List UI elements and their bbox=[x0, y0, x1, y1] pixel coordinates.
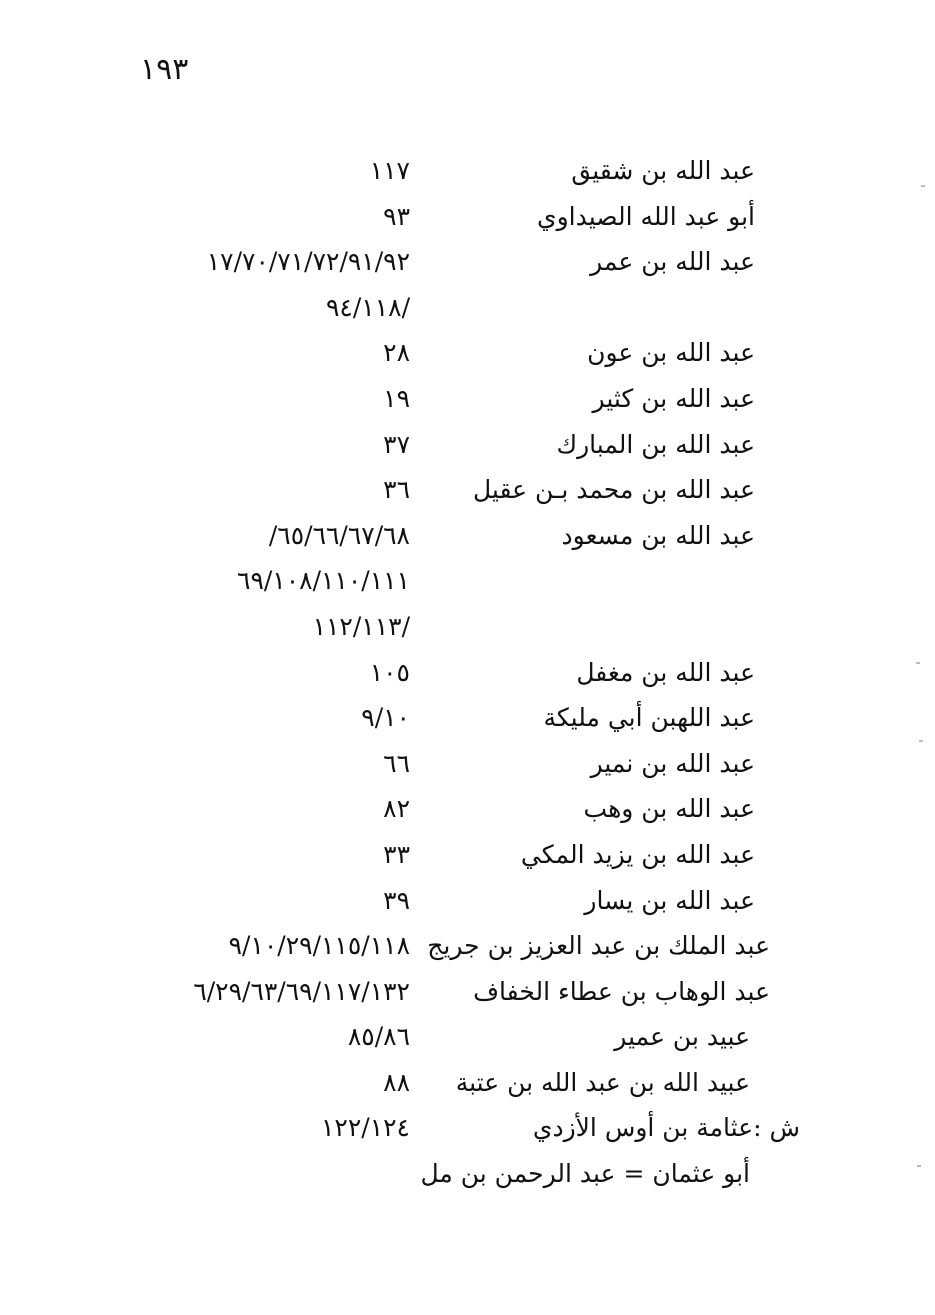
scan-speck bbox=[917, 1165, 921, 1167]
index-entry bbox=[0, 1109, 935, 1155]
index-entry-continuation bbox=[0, 289, 935, 335]
entry-name: عبيد الله بن عبد الله بن عتبة bbox=[455, 1067, 750, 1097]
entry-page-refs: ٦٩/١٠٨/١١٠/١١١ bbox=[237, 566, 410, 596]
index-entry bbox=[0, 517, 935, 563]
page-number: ١٩٣ bbox=[140, 52, 189, 87]
entry-name: عبد الله بن مغفل bbox=[576, 657, 755, 687]
entry-page-refs: ٩٣ bbox=[383, 201, 410, 231]
index-entry bbox=[0, 836, 935, 882]
entry-name: عبد الله بن نمير bbox=[590, 748, 755, 778]
entry-page-refs: ٣٦ bbox=[383, 475, 410, 505]
entry-page-refs: ٣٧ bbox=[383, 429, 410, 459]
entry-page-refs: /١١٢/١١٣ bbox=[312, 611, 410, 641]
index-entry bbox=[0, 471, 935, 517]
entry-name: أبو عثمان = عبد الرحمن بن مل bbox=[420, 1159, 750, 1189]
entry-name: أبو عبد الله الصيداوي bbox=[537, 201, 755, 231]
name-index-list bbox=[0, 152, 935, 1201]
entry-page-refs: ٢٨ bbox=[383, 338, 410, 368]
index-entry bbox=[0, 654, 935, 700]
index-entry bbox=[0, 1018, 935, 1064]
entry-page-refs: ٨٢ bbox=[383, 794, 410, 824]
entry-name: عبد الله بن عون bbox=[587, 338, 755, 368]
index-entry bbox=[0, 699, 935, 745]
scan-speck bbox=[919, 740, 923, 742]
index-entry bbox=[0, 152, 935, 198]
entry-name: عبد الله بن وهب bbox=[583, 794, 755, 824]
entry-page-refs: ١١٧ bbox=[369, 156, 410, 185]
entry-name: عبد اللهبن أبي مليكة bbox=[543, 703, 755, 733]
index-entry bbox=[0, 426, 935, 472]
entry-page-refs: /٩٤/١١٨ bbox=[326, 292, 410, 322]
entry-page-refs: ٩/١٠/٢٩/١١٥/١١٨ bbox=[228, 931, 410, 961]
scan-speck bbox=[916, 662, 920, 664]
entry-name: عبد الله بن محمد بـن عقيل bbox=[472, 475, 755, 505]
index-entry bbox=[0, 745, 935, 791]
index-entry bbox=[0, 334, 935, 380]
entry-name: عبد الملك بن عبد العزيز بن جريج bbox=[427, 931, 770, 961]
entry-page-refs: ١٠٥ bbox=[369, 657, 410, 687]
index-entry bbox=[0, 927, 935, 973]
entry-page-refs: ١٧/٧٠/٧١/٧٢/٩١/٩٢ bbox=[206, 247, 410, 277]
entry-name: عبد الله بن شقيق bbox=[571, 156, 755, 185]
entry-page-refs: ١٢٢/١٢٤ bbox=[321, 1113, 410, 1143]
entry-name: ش :عثامة بن أوس الأزدي bbox=[532, 1113, 800, 1143]
entry-name: عبد الله بن يزيد المكي bbox=[520, 839, 755, 869]
entry-page-refs: ٣٣ bbox=[383, 839, 410, 869]
entry-page-refs: ٣٩ bbox=[383, 885, 410, 915]
index-entry bbox=[0, 198, 935, 244]
entry-name: عبد الله بن عمر bbox=[590, 247, 755, 277]
entry-page-refs: ٨٨ bbox=[383, 1067, 410, 1097]
entry-name: عبيد بن عمير bbox=[614, 1022, 750, 1052]
entry-name: عبد الله بن كثير bbox=[592, 383, 755, 413]
index-entry bbox=[0, 973, 935, 1019]
entry-page-refs: ٨٥/٨٦ bbox=[347, 1022, 410, 1052]
index-entry bbox=[0, 790, 935, 836]
entry-page-refs: ٦٦ bbox=[383, 748, 410, 778]
entry-name: عبد الله بن مسعود bbox=[561, 520, 755, 550]
scan-speck bbox=[921, 185, 925, 187]
entry-page-refs: ١٩ bbox=[383, 383, 410, 413]
entry-page-refs: ٦٥/٦٦/٦٧/٦٨/ bbox=[268, 520, 410, 550]
index-entry bbox=[0, 1064, 935, 1110]
index-entry bbox=[0, 1155, 935, 1201]
index-entry-continuation bbox=[0, 562, 935, 608]
entry-page-refs: ٦/٢٩/٦٣/٦٩/١١٧/١٣٢ bbox=[193, 976, 410, 1006]
entry-name: عبد الله بن يسار bbox=[584, 885, 755, 915]
entry-name: عبد الوهاب بن عطاء الخفاف bbox=[473, 976, 770, 1006]
index-entry bbox=[0, 243, 935, 289]
index-entry bbox=[0, 882, 935, 928]
entry-page-refs: ٩/١٠ bbox=[361, 703, 410, 733]
entry-name: عبد الله بن المبارك bbox=[556, 429, 755, 459]
index-entry bbox=[0, 380, 935, 426]
index-entry-continuation bbox=[0, 608, 935, 654]
